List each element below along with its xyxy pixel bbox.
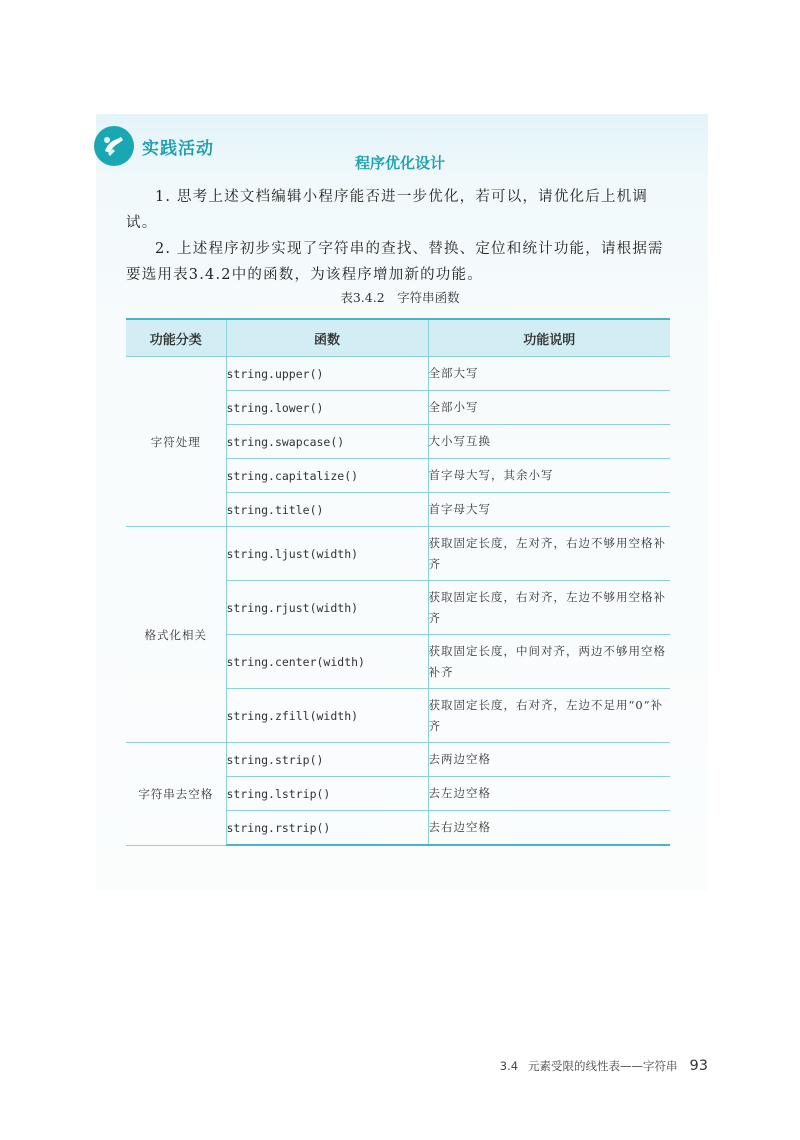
table-header-row: [126, 319, 670, 357]
category-cell: 字符处理: [126, 357, 226, 527]
description-cell: 去右边空格: [428, 811, 670, 846]
description-cell: 去左边空格: [428, 777, 670, 811]
footer-chapter-title: 元素受限的线性表——字符串: [528, 1059, 678, 1073]
header-category: 功能分类: [126, 319, 226, 357]
description-cell: 获取固定长度，右对齐，左边不够用空格补齐: [428, 581, 670, 635]
description-cell: 获取固定长度，左对齐，右边不够用空格补齐: [428, 527, 670, 581]
function-cell: string.title(): [226, 493, 428, 527]
description-cell: 去两边空格: [428, 743, 670, 777]
function-cell: string.strip(): [226, 743, 428, 777]
section-title: 程序优化设计: [354, 154, 445, 172]
table-row: [126, 743, 670, 777]
description-cell: 全部小写: [428, 391, 670, 425]
function-cell: string.zfill(width): [226, 689, 428, 743]
footer-section-number: 3.4: [499, 1059, 519, 1073]
function-cell: string.upper(): [226, 357, 428, 391]
header-function: 函数: [226, 319, 428, 357]
paragraph-1: 1. 思考上述文档编辑小程序能否进一步优化，若可以，请优化后上机调试。: [126, 189, 649, 231]
table-caption: 表3.4.2 字符串函数: [340, 290, 460, 305]
page-footer: [500, 1058, 708, 1074]
category-cell: 字符串去空格: [126, 743, 226, 846]
description-cell: 获取固定长度，右对齐，左边不足用“0”补齐: [428, 689, 670, 743]
function-cell: string.capitalize(): [226, 459, 428, 493]
function-cell: string.swapcase(): [226, 425, 428, 459]
page-number: 93: [689, 1058, 708, 1074]
description-cell: 获取固定长度，中间对齐，两边不够用空格补齐: [428, 635, 670, 689]
description-cell: 全部大写: [428, 357, 670, 391]
string-functions-table: [126, 318, 670, 846]
category-cell: 格式化相关: [126, 527, 226, 743]
function-cell: string.lower(): [226, 391, 428, 425]
description-cell: 大小写互换: [428, 425, 670, 459]
function-cell: string.ljust(width): [226, 527, 428, 581]
description-cell: 首字母大写: [428, 493, 670, 527]
paragraph-2: 2. 上述程序初步实现了字符串的查找、替换、定位和统计功能，请根据需要选用表3.4.2中的函数，为该程序增加新的功能。: [126, 241, 664, 283]
description-cell: 首字母大写，其余小写: [428, 459, 670, 493]
table-row: [126, 527, 670, 581]
function-cell: string.rjust(width): [226, 581, 428, 635]
function-cell: string.center(width): [226, 635, 428, 689]
activity-label: 实践活动: [142, 138, 214, 159]
function-cell: string.lstrip(): [226, 777, 428, 811]
table-row: [126, 357, 670, 391]
header-description: 功能说明: [428, 319, 670, 357]
function-cell: string.rstrip(): [226, 811, 428, 846]
